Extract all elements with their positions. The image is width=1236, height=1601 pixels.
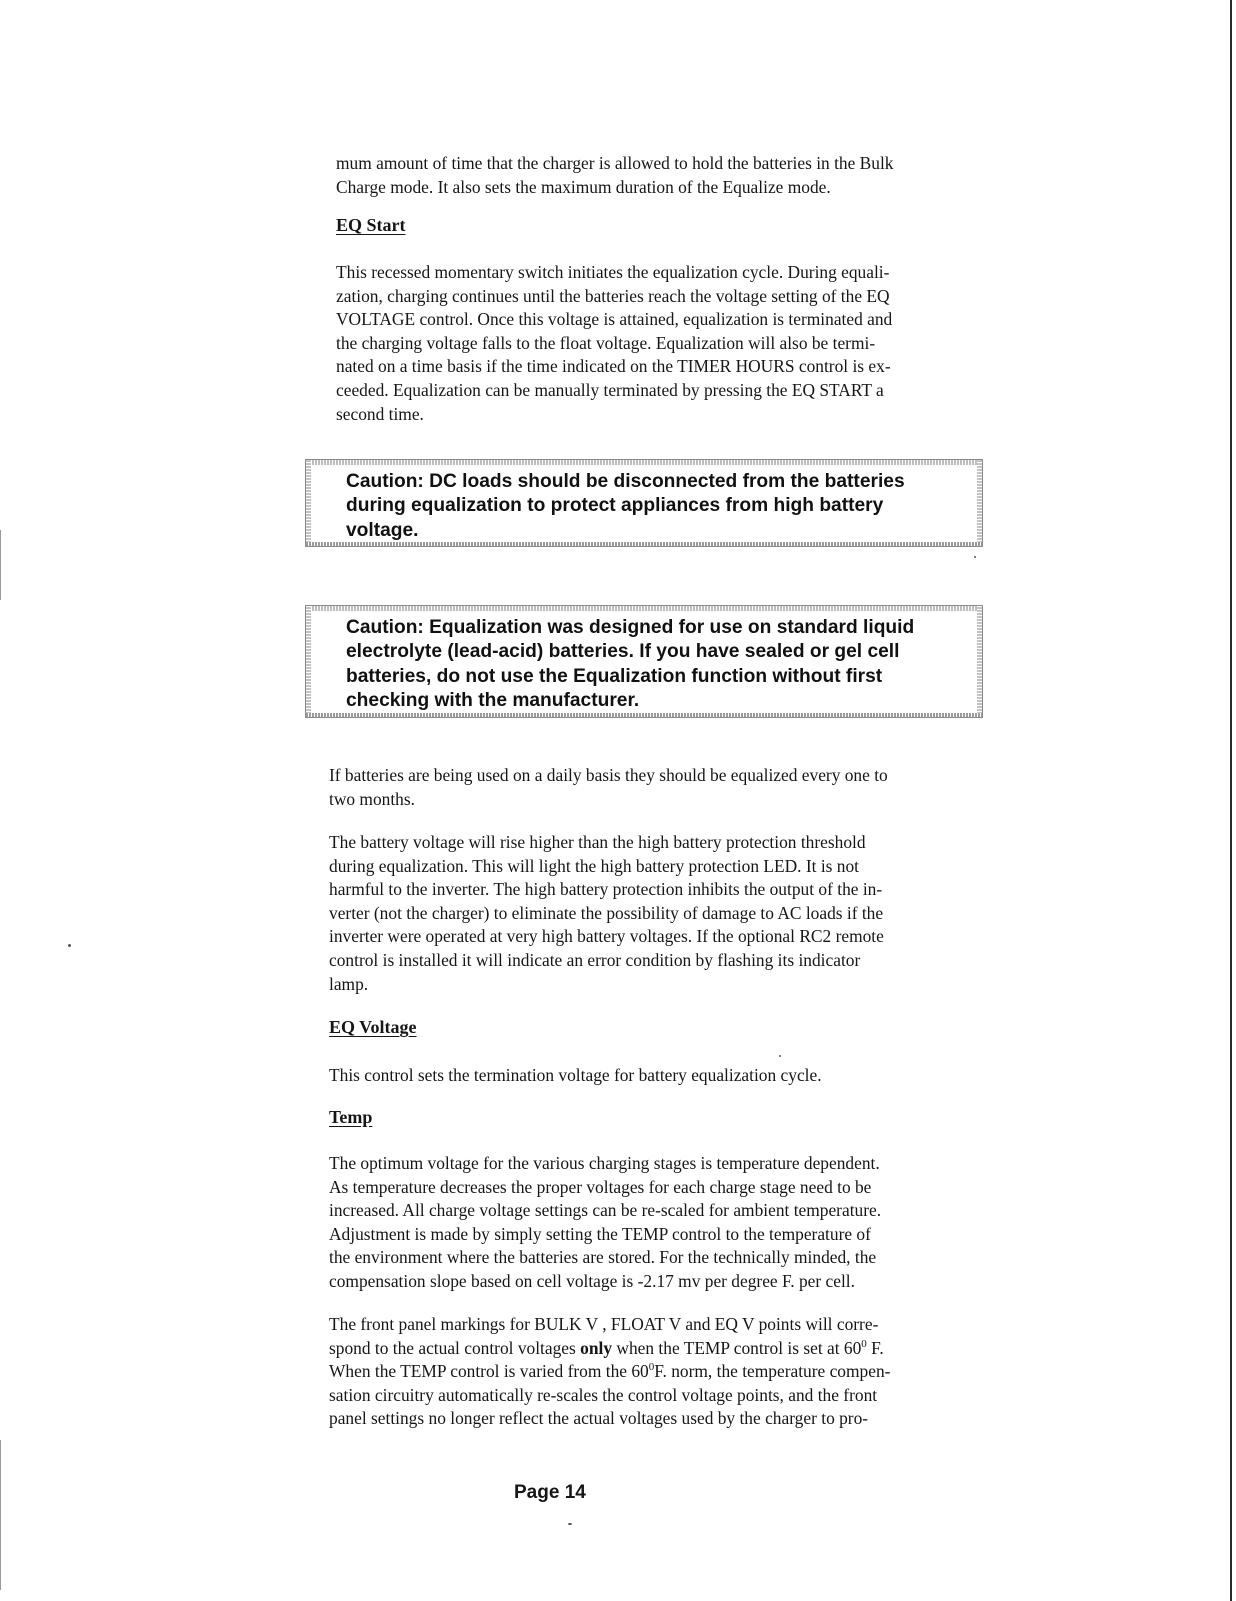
scan-edge-mark — [0, 530, 1, 600]
text-run: F. norm, the temperature compen- — [654, 1361, 891, 1382]
text-line: during equalization to protect appliances from high battery — [346, 495, 884, 517]
text-line: control is installed it will indicate an error condition by flashing its indicator — [329, 949, 861, 970]
text-line: verter (not the charger) to eliminate the possibility of damage to AC loads if the — [329, 902, 884, 923]
high-battery-paragraph — [329, 831, 989, 996]
text-line: Adjustment is made by simply setting the TEMP control to the temperature of — [329, 1223, 871, 1244]
text-line: Charge mode. It also sets the maximum duration of the Equalize mode. — [336, 176, 831, 197]
text-line: during equalization. This will light the high battery protection LED. It is not — [329, 855, 859, 876]
intro-paragraph — [336, 152, 996, 199]
text-line: VOLTAGE control. Once this voltage is attained, equalization is terminated and — [336, 309, 893, 330]
degree-superscript: 0 — [648, 1361, 655, 1374]
text-line — [329, 1337, 989, 1361]
text-line: the environment where the batteries are stored. For the technically minded, the — [329, 1247, 877, 1268]
text-line: harmful to the inverter. The high battery protection inhibits the output of the in- — [329, 879, 883, 900]
text-line: checking with the manufacturer. — [346, 690, 640, 712]
text-run: When the TEMP control is varied from the 60 — [329, 1361, 649, 1382]
text-line: sation circuitry automatically re-scales the control voltage points, and the front — [329, 1384, 878, 1405]
text-line: compensation slope based on cell voltage is -2.17 mv per degree F. per cell. — [329, 1270, 855, 1291]
emphasis-only: only — [580, 1337, 613, 1358]
text-line: voltage. — [346, 519, 419, 541]
text-run: spond to the actual control voltages — [329, 1337, 581, 1358]
text-line: increased. All charge voltage settings can be re-scaled for ambient temperature. — [329, 1200, 882, 1221]
degree-superscript: 0 — [861, 1337, 867, 1350]
text-line: two months. — [329, 788, 415, 809]
temp-paragraph — [329, 1152, 989, 1294]
text-line: zation, charging continues until the batteries reach the voltage setting of the EQ — [336, 285, 890, 306]
eq-start-heading: EQ Start — [336, 215, 406, 235]
text-line: The optimum voltage for the various charging stages is temperature dependent. — [329, 1153, 880, 1173]
scan-speck — [974, 556, 976, 558]
daily-equalize-paragraph — [329, 764, 989, 811]
text-run: F. — [866, 1337, 884, 1358]
text-line: batteries, do not use the Equalization function without first — [346, 665, 883, 687]
temp-heading: Temp — [329, 1107, 373, 1127]
page-edge-rule — [1230, 0, 1232, 1601]
text-line: The front panel markings for BULK V , FLOAT V and EQ V points will corre- — [329, 1314, 879, 1334]
page-number: Page 14 — [514, 1482, 586, 1503]
caution-box-battery-type — [305, 605, 983, 718]
eq-voltage-heading: EQ Voltage — [329, 1017, 417, 1037]
text-line: lamp. — [329, 973, 369, 994]
caution-box-dc-loads — [305, 459, 983, 547]
text-line: nated on a time basis if the time indicated on the TIMER HOURS control is ex- — [336, 356, 891, 377]
caution-text — [346, 470, 905, 543]
text-line: panel settings no longer reflect the actual voltages used by the charger to pro- — [329, 1408, 869, 1429]
front-panel-paragraph — [329, 1313, 989, 1431]
eq-start-paragraph — [336, 261, 996, 426]
eq-voltage-paragraph — [329, 1064, 989, 1088]
text-run: when the TEMP control is set at 60 — [612, 1337, 862, 1358]
text-line: This control sets the termination voltage for battery equalization cycle. — [329, 1065, 822, 1085]
text-line: second time. — [336, 403, 424, 424]
text-line: ceeded. Equalization can be manually terminated by pressing the EQ START a — [336, 379, 884, 400]
caution-text — [346, 616, 914, 714]
text-line: The battery voltage will rise higher than the high battery protection threshold — [329, 832, 866, 852]
text-line: electrolyte (lead-acid) batteries. If you have sealed or gel cell — [346, 641, 900, 663]
scan-speck — [68, 944, 71, 947]
scan-edge-mark — [0, 1440, 1, 1590]
text-line: the charging voltage falls to the float voltage. Equalization will also be termi- — [336, 332, 876, 353]
text-line — [329, 1360, 989, 1384]
text-line: Caution: Equalization was designed for use on standard liquid — [346, 617, 915, 638]
text-line: inverter were operated at very high battery voltages. If the optional RC2 remote — [329, 926, 884, 947]
text-line: If batteries are being used on a daily basis they should be equalized every one to — [329, 765, 888, 785]
text-line: Caution: DC loads should be disconnected from the batteries — [346, 471, 905, 492]
text-line: This recessed momentary switch initiates the equalization cycle. During equali- — [336, 262, 890, 282]
scan-speck — [568, 1523, 572, 1525]
text-line: mum amount of time that the charger is allowed to hold the batteries in the Bulk — [336, 153, 894, 173]
text-line: As temperature decreases the proper voltages for each charge stage need to be — [329, 1176, 872, 1197]
scan-speck — [779, 1055, 781, 1057]
